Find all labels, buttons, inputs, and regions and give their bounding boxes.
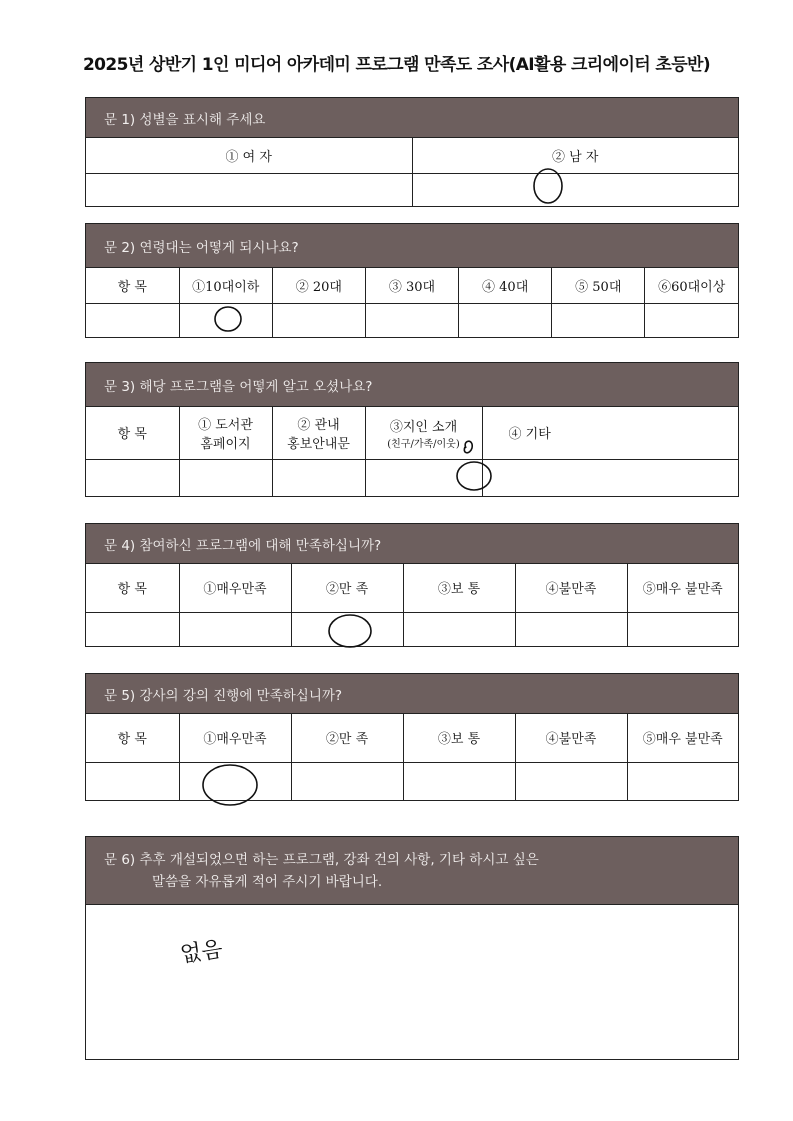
q2-answer-2[interactable] — [272, 303, 365, 337]
question-5-header: 문 5) 강사의 강의 진행에 만족하십니까? — [86, 674, 738, 714]
q4-answer-label — [86, 612, 179, 646]
q5-option-1: ①매우만족 — [179, 714, 291, 762]
q3-option-1-line2: 홈페이지 — [200, 436, 251, 452]
q3-answer-3[interactable] — [365, 459, 482, 496]
q2-option-5: ⑤ 50대 — [552, 268, 645, 303]
q3-option-3 — [365, 407, 482, 459]
q5-answer-label — [86, 762, 179, 800]
question-4 — [85, 523, 739, 647]
q3-option-2-line1: ② 관내 — [297, 417, 340, 433]
q4-item-header: 항 목 — [86, 564, 179, 612]
q2-option-2: ② 20대 — [272, 268, 365, 303]
q5-item-header: 항 목 — [86, 714, 179, 762]
q2-option-6: ⑥60대이상 — [645, 268, 738, 303]
q5-answer-5[interactable] — [627, 762, 738, 800]
q5-answer-1[interactable] — [179, 762, 291, 800]
q1-option-male: ② 남 자 — [412, 138, 738, 173]
q3-answer-2[interactable] — [272, 459, 365, 496]
q5-answer-4[interactable] — [515, 762, 627, 800]
q4-option-4: ④불만족 — [515, 564, 627, 612]
q3-option-1-line1: ① 도서관 — [198, 417, 253, 433]
q2-option-4: ④ 40대 — [459, 268, 552, 303]
question-4-header: 문 4) 참여하신 프로그램에 대해 만족하십니까? — [86, 524, 738, 564]
question-3 — [85, 362, 739, 497]
question-3-header: 문 3) 해당 프로그램을 어떻게 알고 오셨나요? — [86, 363, 738, 407]
q4-answer-5[interactable] — [627, 612, 738, 646]
q2-answer-5[interactable] — [552, 303, 645, 337]
q2-answer-3[interactable] — [365, 303, 458, 337]
q2-answer-1[interactable] — [179, 303, 272, 337]
q4-answer-1[interactable] — [179, 612, 291, 646]
question-1 — [85, 97, 739, 207]
q5-answer-2[interactable] — [291, 762, 403, 800]
q3-option-3-line1: ③지인 소개 — [389, 419, 458, 435]
q3-option-2 — [272, 407, 365, 459]
q4-option-3: ③보 통 — [403, 564, 515, 612]
question-6-header — [86, 837, 738, 905]
q3-option-2-line2: 홍보안내문 — [287, 436, 350, 452]
q5-option-2: ②만 족 — [291, 714, 403, 762]
q4-answer-4[interactable] — [515, 612, 627, 646]
question-6-line1: 문 6) 추후 개설되었으면 하는 프로그램, 강좌 건의 사항, 기타 하시고 싶은 — [104, 852, 539, 868]
q6-handwritten-answer: 없음 — [178, 937, 225, 968]
q2-answer-6[interactable] — [645, 303, 738, 337]
question-1-header: 문 1) 성별을 표시해 주세요 — [86, 98, 738, 138]
q3-option-3-line2: (친구/가족/이웃) — [387, 438, 460, 450]
q4-option-1: ①매우만족 — [179, 564, 291, 612]
q4-option-5: ⑤매우 불만족 — [627, 564, 738, 612]
q2-item-header: 항 목 — [86, 268, 179, 303]
q2-option-3: ③ 30대 — [365, 268, 458, 303]
q1-answer-female[interactable] — [86, 173, 412, 206]
q2-answer-label — [86, 303, 179, 337]
q5-option-5: ⑤매우 불만족 — [627, 714, 738, 762]
q1-option-female: ① 여 자 — [86, 138, 412, 173]
question-5 — [85, 673, 739, 801]
page-title: 2025년 상반기 1인 미디어 아카데미 프로그램 만족도 조사(AI활용 크리에이터 초등반) — [82, 55, 711, 75]
q4-answer-3[interactable] — [403, 612, 515, 646]
q2-answer-4[interactable] — [459, 303, 552, 337]
q3-item-header: 항 목 — [86, 407, 179, 459]
q4-answer-2[interactable] — [291, 612, 403, 646]
q4-option-2: ②만 족 — [291, 564, 403, 612]
q3-answer-1[interactable] — [179, 459, 272, 496]
q3-answer-label — [86, 459, 179, 496]
q3-answer-4[interactable] — [482, 459, 738, 496]
q3-option-4: ④ 기타 — [482, 407, 738, 459]
question-2 — [85, 223, 739, 338]
q3-option-1 — [179, 407, 272, 459]
q5-answer-3[interactable] — [403, 762, 515, 800]
q1-answer-male[interactable] — [412, 173, 738, 206]
q5-option-3: ③보 통 — [403, 714, 515, 762]
q6-answer-area[interactable] — [86, 905, 738, 1060]
q5-option-4: ④불만족 — [515, 714, 627, 762]
question-6-line2: 말씀을 자유롭게 적어 주시기 바랍니다. — [152, 874, 383, 890]
q2-option-1: ①10대이하 — [179, 268, 272, 303]
question-2-header: 문 2) 연령대는 어떻게 되시나요? — [86, 224, 738, 268]
